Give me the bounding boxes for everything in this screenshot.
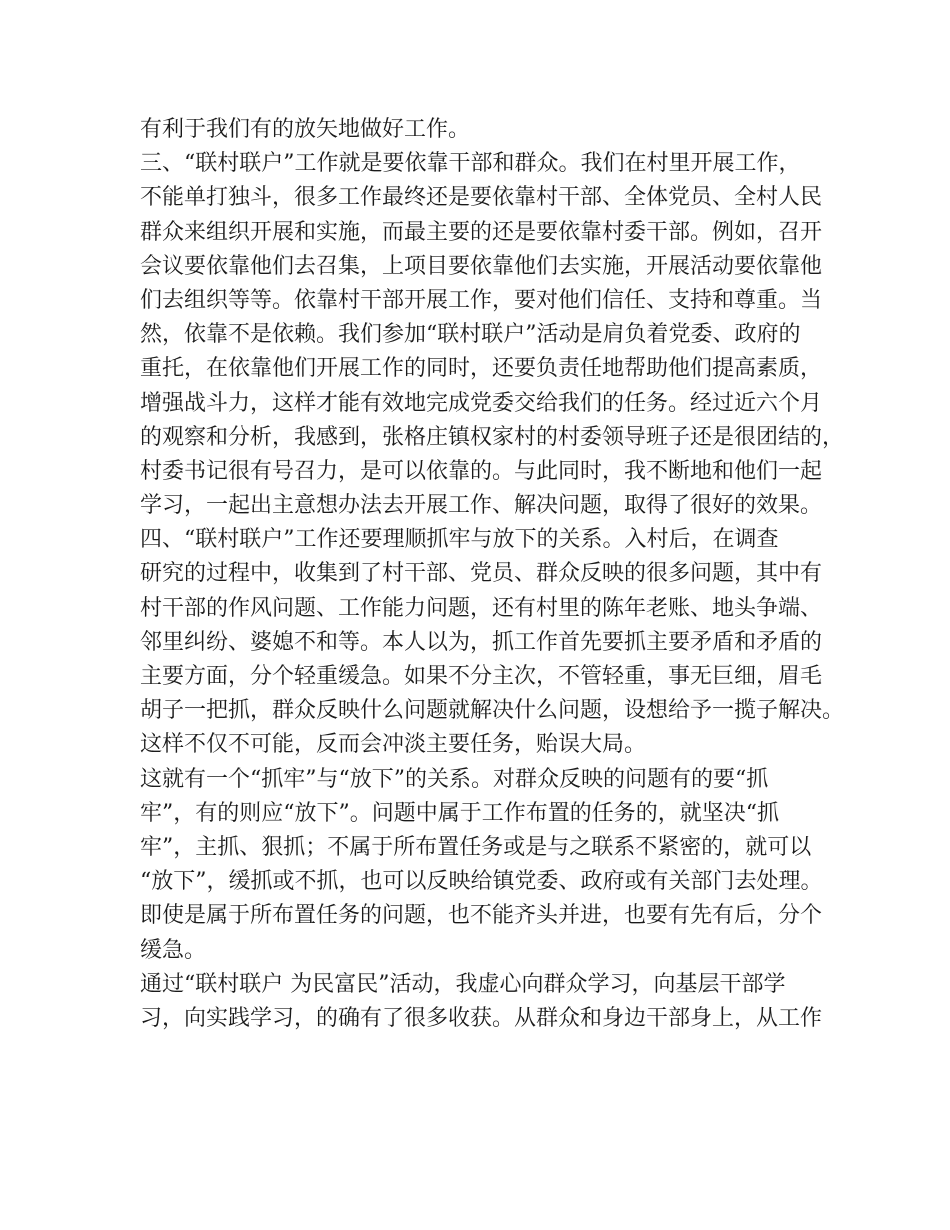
- text-line: 增强战斗力，这样才能有效地完成党委交给我们的任务。经过近六个月: [140, 390, 823, 416]
- text-line: 三、“联村联户”工作就是要依靠干部和群众。我们在村里开展工作，: [140, 151, 801, 177]
- text-line: 村干部的作风问题、工作能力问题，还有村里的陈年老账、地头争端、: [140, 595, 823, 621]
- text-line: 会议要依靠他们去召集，上项目要依靠他们去实施，开展活动要依靠他: [140, 253, 823, 279]
- text-line: 缓急。: [140, 937, 207, 963]
- text-line: 不能单打独斗，很多工作最终还是要依靠村干部、全体党员、全村人民: [140, 185, 823, 211]
- text-line: 有利于我们有的放矢地做好工作。: [140, 117, 471, 142]
- text-line: 胡子一把抓，群众反映什么问题就解决什么问题，设想给予一揽子解决。: [140, 698, 845, 724]
- text-line: 研究的过程中，收集到了村干部、党员、群众反映的很多问题，其中有: [140, 561, 823, 587]
- text-line: 的观察和分析，我感到，张格庄镇权家村的村委领导班子还是很团结的，: [140, 424, 845, 450]
- text-line: 们去组织等等。依靠村干部开展工作，要对他们信任、支持和尊重。当: [140, 287, 823, 313]
- text-line: 即使是属于所布置任务的问题，也不能齐头并进，也要有先有后，分个: [140, 903, 823, 929]
- text-line: 然，依靠不是依赖。我们参加“联村联户”活动是肩负着党委、政府的: [140, 322, 801, 348]
- text-line: 牢”，有的则应“放下”。问题中属于工作布置的任务的，就坚决“抓: [140, 800, 779, 826]
- text-line: 邻里纠纷、婆媳不和等。本人以为，抓工作首先要抓主要矛盾和矛盾的: [140, 629, 823, 655]
- text-line: 群众来组织开展和实施，而最主要的还是要依靠村委干部。例如，召开: [140, 219, 823, 245]
- text-line: 主要方面，分个轻重缓急。如果不分主次，不管轻重，事无巨细，眉毛: [140, 664, 823, 689]
- text-line: 这样不仅不可能，反而会冲淡主要任务，贻误大局。: [140, 732, 647, 758]
- text-line: 习，向实践学习，的确有了很多收获。从群众和身边干部身上，从工作: [140, 1005, 823, 1031]
- text-line: 这就有一个“抓牢”与“放下”的关系。对群众反映的问题有的要“抓: [140, 766, 769, 792]
- body-text: [140, 113, 845, 1036]
- text-line: 牢”，主抓、狠抓；不属于所布置任务或是与之联系不紧密的，就可以: [140, 834, 812, 860]
- text-line: 四、“联村联户”工作还要理顺抓牢与放下的关系。入村后，在调查: [140, 527, 779, 553]
- text-line: 重托，在依靠他们开展工作的同时，还要负责任地帮助他们提高素质，: [140, 356, 823, 382]
- text-line: “放下”，缓抓或不抓，也可以反映给镇党委、政府或有关部门去处理。: [140, 869, 823, 895]
- text-line: 学习，一起出主意想办法去开展工作、解决问题，取得了很好的效果。: [140, 493, 823, 519]
- text-line: 村委书记很有号召力，是可以依靠的。与此同时，我不断地和他们一起: [140, 458, 823, 484]
- text-line: 通过“联村联户 为民富民”活动，我虚心向群众学习，向基层干部学: [140, 971, 786, 997]
